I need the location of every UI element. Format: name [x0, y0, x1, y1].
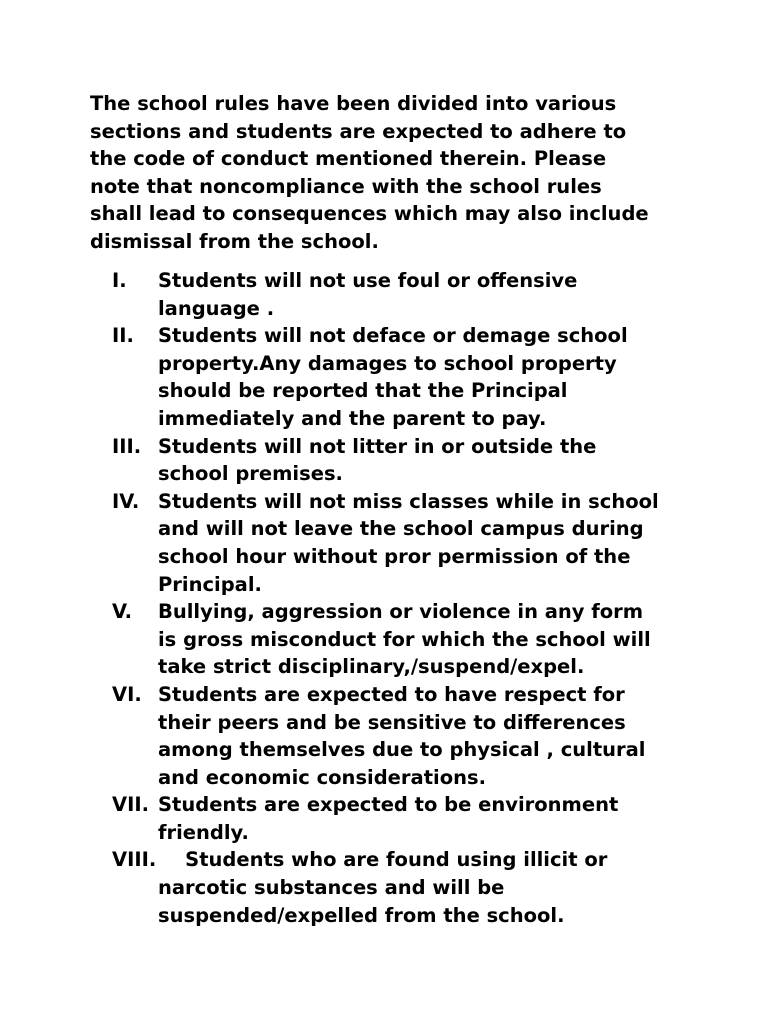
rule-item-4: [112, 488, 732, 598]
rule-numeral: VII.: [112, 793, 150, 817]
rule-text-line: take strict disciplinary,/suspend/expel.: [158, 655, 585, 679]
rule-text-line: Students will not use foul or offensive: [158, 269, 578, 292]
rule-item-8: [112, 846, 732, 929]
intro-line: The school rules have been divided into various: [90, 92, 617, 115]
rule-text-line: immediately and the parent to pay.: [158, 406, 547, 430]
rule-item-1: [112, 267, 732, 322]
intro-line: the code of conduct mentioned therein. Please: [90, 147, 607, 171]
rule-text-line: Students are expected to have respect for: [158, 682, 625, 706]
rule-text-line: Principal.: [158, 572, 262, 596]
rule-text-line: should be reported that the Principal: [158, 379, 568, 403]
intro-paragraph: [90, 90, 700, 256]
rule-text-line: Students will not deface or demage school: [158, 324, 628, 348]
rule-item-7: [112, 791, 732, 846]
rule-text-line: and will not leave the school campus during: [158, 517, 644, 541]
rule-text-line: Students who are found using illicit or: [158, 848, 608, 872]
rule-text-line: narcotic substances and will be: [158, 876, 505, 900]
rule-item-3: [112, 433, 732, 488]
intro-line: note that noncompliance with the school rules: [90, 174, 602, 198]
rule-text-line: their peers and be sensitive to differences: [158, 710, 626, 734]
rule-text-line: language .: [158, 296, 275, 320]
rule-text-line: friendly.: [158, 820, 249, 844]
rule-item-2: [112, 322, 732, 432]
rule-text-line: and economic considerations.: [158, 765, 486, 789]
rule-numeral: IV.: [112, 489, 140, 513]
rule-text-line: school premises.: [158, 462, 343, 486]
rule-numeral: V.: [112, 600, 132, 624]
intro-line: dismissal from the school.: [90, 229, 379, 253]
rule-item-6: [112, 681, 732, 791]
rule-item-5: [112, 598, 732, 681]
intro-line: shall lead to consequences which may also include: [90, 202, 649, 226]
rule-text-line: Students will not litter in or outside the: [158, 434, 597, 458]
rule-text-line: Students are expected to be environment: [158, 793, 619, 817]
rule-text-line: among themselves due to physical , cultural: [158, 738, 646, 762]
rules-list: [112, 267, 732, 929]
rule-numeral: II.: [112, 324, 134, 348]
rule-numeral: III.: [112, 434, 142, 458]
rule-text-line: Students will not miss classes while in school: [158, 489, 659, 513]
rule-numeral: I.: [112, 269, 127, 292]
rule-text-line: Bullying, aggression or violence in any form: [158, 600, 644, 624]
rule-text-line: school hour without pror permission of the: [158, 544, 631, 568]
rule-numeral: VIII.: [112, 848, 157, 872]
intro-line: sections and students are expected to adhere to: [90, 119, 627, 143]
rule-text-line: is gross misconduct for which the school will: [158, 627, 651, 651]
rule-text-line: suspended/expelled from the school.: [158, 903, 565, 927]
rule-text-line: property.Any damages to school property: [158, 351, 617, 375]
rule-numeral: VI.: [112, 682, 142, 706]
